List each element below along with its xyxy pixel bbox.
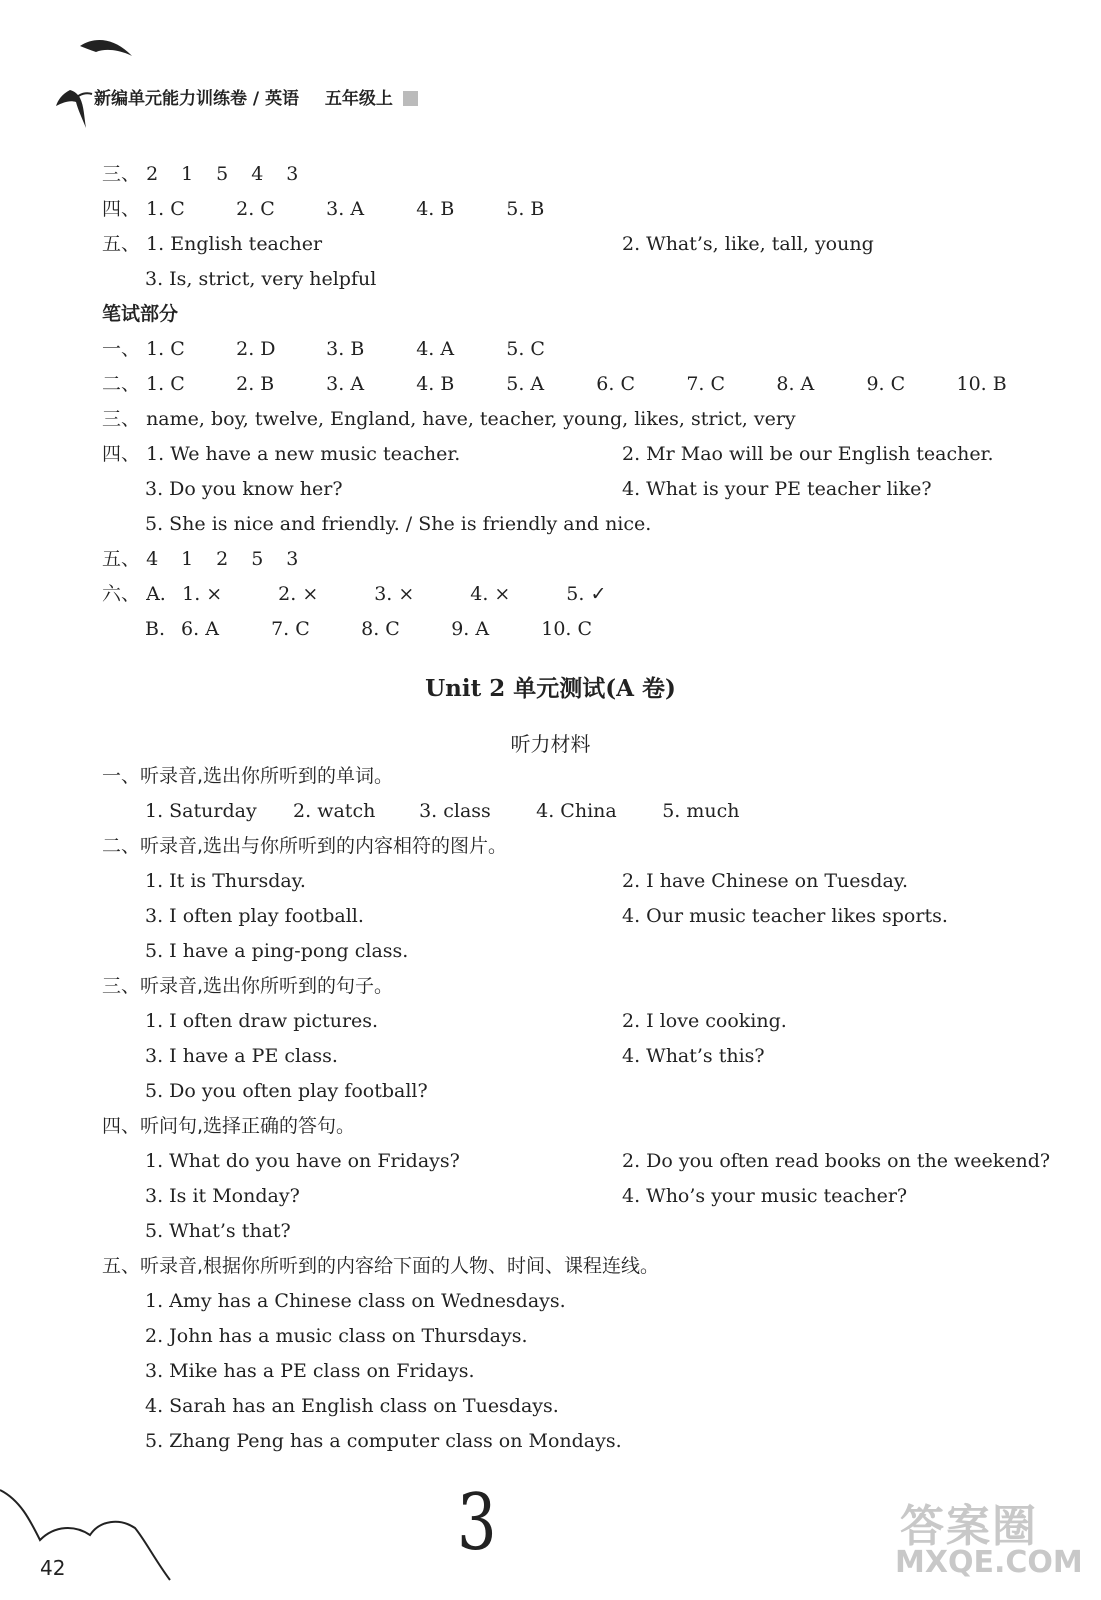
question-instruction: 五、听录音,根据你所听到的内容给下面的人物、时间、课程连线。	[102, 1255, 660, 1277]
answer-item: 5. She is nice and friendly. / She is friendly and nice.	[145, 513, 652, 535]
list-item: 5. What’s that?	[145, 1220, 291, 1242]
bird-logo-icon	[40, 28, 140, 138]
answer-item: 1	[181, 548, 194, 570]
answer-item: 3	[286, 163, 299, 185]
watermark-logo: 答案圈	[900, 1501, 1038, 1552]
book-title: 新编单元能力训练卷	[94, 89, 247, 109]
list-item: 3. class	[419, 800, 491, 822]
written-s2: 二、 1. C 2. B 3. A 4. B 5. A 6. C 7. C 8. A 9. C 10. B	[102, 373, 1007, 395]
header-subject: 英语	[265, 89, 300, 109]
list-item: 3. Mike has a PE class on Fridays.	[145, 1360, 475, 1382]
list-item: 4. Who’s your music teacher?	[622, 1185, 908, 1207]
answer-item: 4. What is your PE teacher like?	[622, 478, 932, 500]
listen-ans-s4: 四、 1. C 2. C 3. A 4. B 5. B	[102, 198, 545, 220]
answer-item: 4	[251, 163, 264, 185]
list-item: 1. Saturday	[145, 800, 257, 822]
page-number: 42	[40, 1556, 66, 1580]
header-square-icon	[403, 91, 418, 106]
written-s6-b: B. 6. A 7. C 8. C 9. A 10. C	[145, 618, 593, 640]
section-subtitle: 听力材料	[510, 732, 591, 756]
answer-item: 5	[251, 548, 264, 570]
answer-item: 1. C	[146, 373, 185, 395]
list-item: 1. It is Thursday.	[145, 870, 306, 892]
answer-item: 2	[146, 163, 159, 185]
answer-item: 3. A	[326, 373, 365, 395]
list-item: 1. I often draw pictures.	[145, 1010, 379, 1032]
answer-item: 5	[216, 163, 229, 185]
answer-item: 2. ×	[278, 583, 319, 605]
list-item: 2. I love cooking.	[622, 1010, 787, 1032]
list-item: 2. watch	[293, 800, 376, 822]
list-item: 5. much	[662, 800, 740, 822]
answer-item: 5. ✓	[566, 583, 607, 605]
written-s5: 五、 4 1 2 5 3	[102, 548, 299, 570]
list-item: 3. I have a PE class.	[145, 1045, 338, 1067]
watermark-url: MXQE.COM	[895, 1545, 1083, 1580]
answer-item: 3. Is, strict, very helpful	[145, 268, 377, 290]
answer-item: 3. A	[326, 198, 365, 220]
answer-text: name, boy, twelve, England, have, teacher, young, likes, strict, very	[146, 408, 796, 430]
list-item: 4. China	[536, 800, 617, 822]
section-heading-written: 笔试部分	[102, 303, 179, 325]
list-item: 1. Amy has a Chinese class on Wednesdays.	[145, 1290, 566, 1312]
answer-item: 7. C	[686, 373, 726, 395]
answer-item: 4. A	[416, 338, 455, 360]
written-s3: 三、 name, boy, twelve, England, have, teacher, young, likes, strict, very	[102, 408, 796, 430]
answer-item: 6. C	[596, 373, 636, 395]
answer-item: 4. ×	[470, 583, 511, 605]
answer-item: 9. C	[866, 373, 906, 395]
header-grade: 五年级上	[324, 89, 393, 109]
answer-item: 3. Do you know her?	[145, 478, 343, 500]
list-item: 5. I have a ping-pong class.	[145, 940, 409, 962]
listen-ans-s3: 三、 2 1 5 4 3	[102, 163, 299, 185]
list-item: 4. What’s this?	[622, 1045, 765, 1067]
answer-item: 10. C	[541, 618, 593, 640]
answer-item: 1. ×	[182, 583, 223, 605]
answer-item: 1. C	[146, 338, 185, 360]
list-item: 2. John has a music class on Thursdays.	[145, 1325, 528, 1347]
answer-item: 3. B	[326, 338, 365, 360]
answer-item: 7. C	[271, 618, 310, 640]
answer-item: 3	[286, 548, 299, 570]
list-item: 5. Do you often play football?	[145, 1080, 428, 1102]
written-s4-row1: 四、 1. We have a new music teacher.	[102, 443, 461, 465]
answer-item: 5. B	[506, 198, 545, 220]
answer-item: 8. A	[776, 373, 815, 395]
list-item: 1. What do you have on Fridays?	[145, 1150, 460, 1172]
answer-item: 2. D	[236, 338, 276, 360]
question-instruction: 二、听录音,选出与你所听到的内容相符的图片。	[102, 835, 508, 857]
answer-item: 8. C	[361, 618, 400, 640]
list-item: 2. Do you often read books on the weekend?	[622, 1150, 1051, 1172]
q1-items	[145, 799, 740, 823]
answer-item: 4. B	[416, 373, 455, 395]
list-item: 2. I have Chinese on Tuesday.	[622, 870, 909, 892]
answer-item: 2. What’s, like, tall, young	[622, 233, 874, 255]
answer-item: 6. A	[181, 618, 219, 640]
answer-item: 2. Mr Mao will be our English teacher.	[622, 443, 994, 465]
answer-item: 9. A	[451, 618, 490, 640]
answer-item: 5. C	[506, 338, 545, 360]
unit-title: Unit 2 单元测试(A 卷)	[425, 675, 676, 702]
answer-item: 3. ×	[374, 583, 415, 605]
written-s1: 一、 1. C 2. D 3. B 4. A 5. C	[102, 338, 545, 360]
answer-item: 1. C	[146, 198, 185, 220]
answer-item: 2. C	[236, 198, 275, 220]
question-instruction: 四、听问句,选择正确的答句。	[102, 1115, 356, 1137]
handwritten-mark: 3	[456, 1478, 497, 1568]
answer-item: 1. We have a new music teacher.	[146, 443, 461, 465]
list-item: 3. Is it Monday?	[145, 1185, 300, 1207]
answer-item: 4	[146, 548, 159, 570]
list-item: 4. Our music teacher likes sports.	[622, 905, 948, 927]
answer-item: 4. B	[416, 198, 455, 220]
answer-item: 1. English teacher	[146, 233, 323, 255]
page-header	[94, 84, 418, 109]
question-instruction: 三、听录音,选出你所听到的句子。	[102, 975, 394, 997]
written-s6-a: 六、 A. 1. × 2. × 3. × 4. × 5. ✓	[102, 583, 607, 605]
question-instruction: 一、听录音,选出你所听到的单词。	[102, 765, 394, 787]
header-separator: /	[252, 89, 260, 109]
list-item: 4. Sarah has an English class on Tuesdays.	[145, 1395, 559, 1417]
listen-ans-s5-row1: 五、 1. English teacher	[102, 233, 323, 255]
answer-item: 5. A	[506, 373, 545, 395]
answer-item: 1	[181, 163, 194, 185]
list-item: 3. I often play football.	[145, 905, 364, 927]
answer-item: 10. B	[956, 373, 1007, 395]
answer-item: 2	[216, 548, 229, 570]
answer-item: 2. B	[236, 373, 275, 395]
cloud-decoration-icon	[0, 1480, 190, 1600]
list-item: 5. Zhang Peng has a computer class on Mondays.	[145, 1430, 622, 1452]
